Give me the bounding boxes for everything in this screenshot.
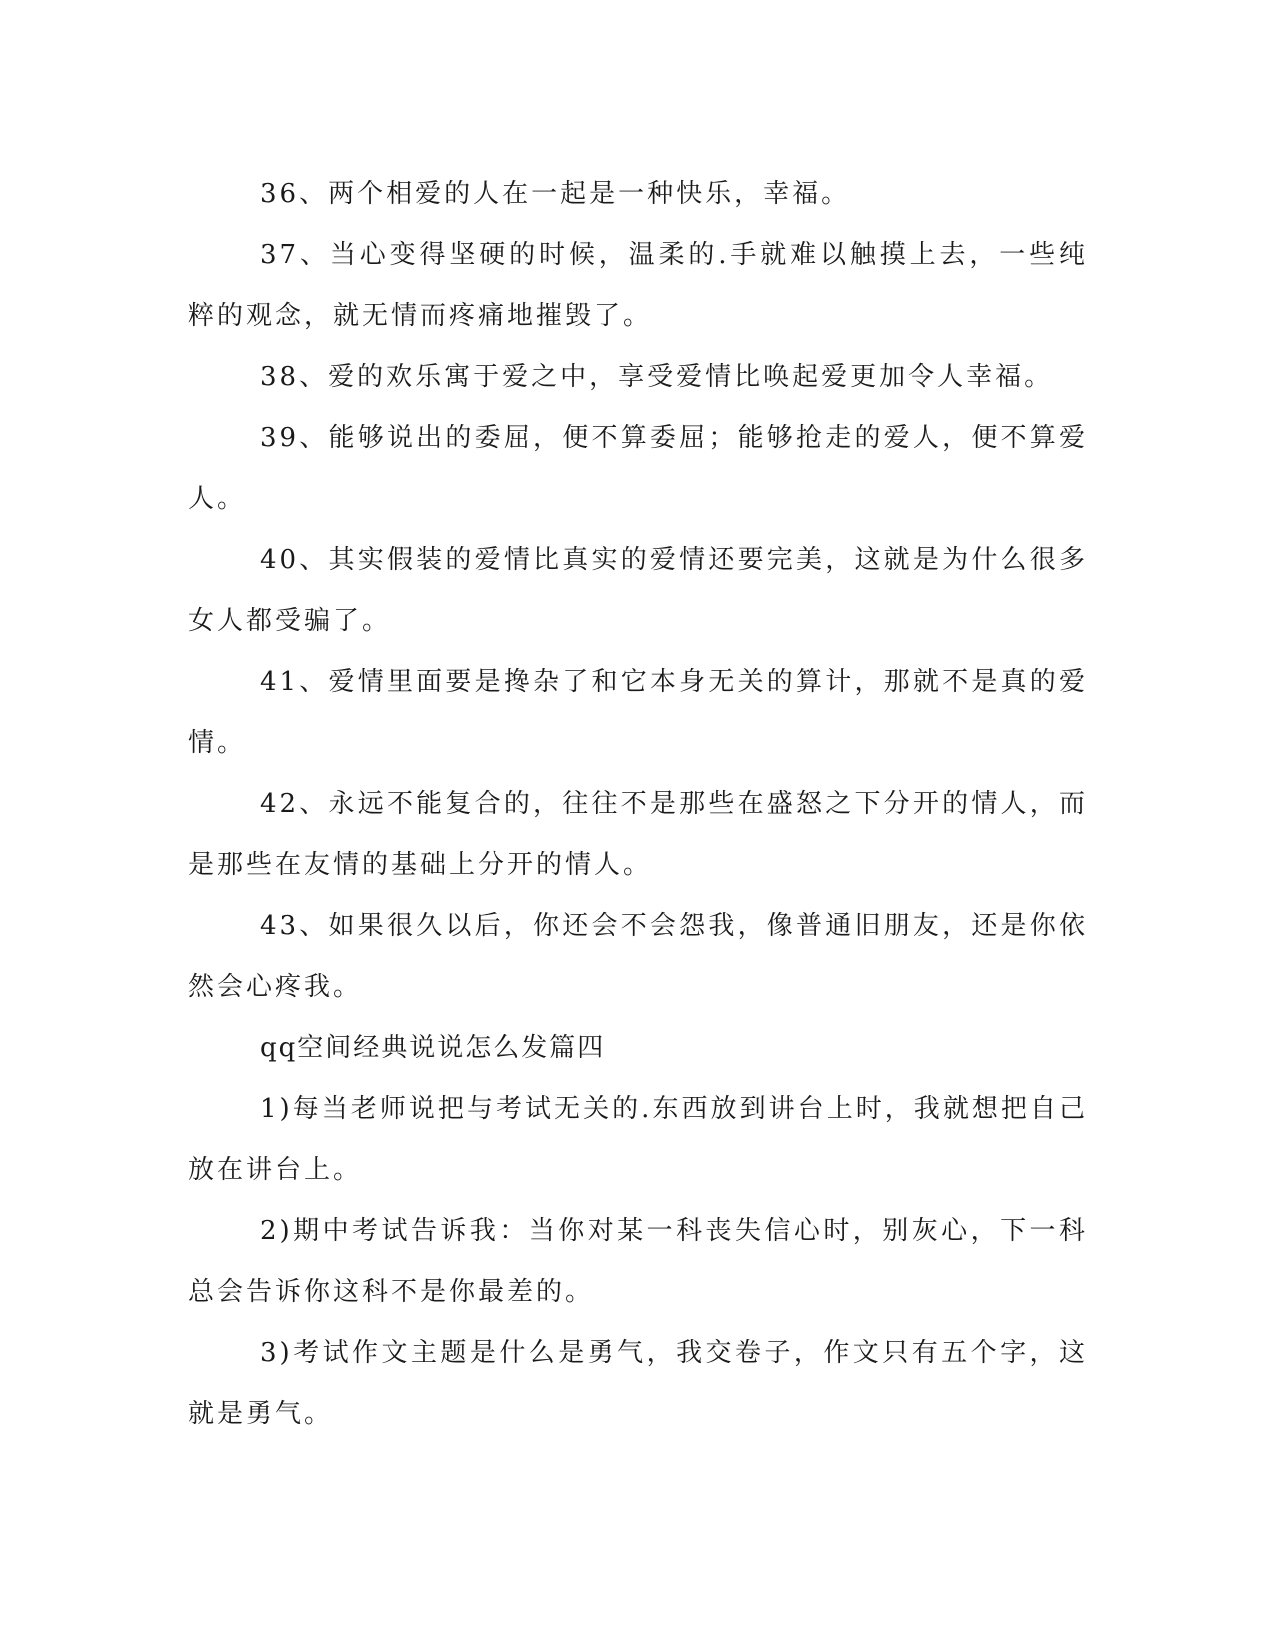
paragraph-41: 41、爱情里面要是搀杂了和它本身无关的算计，那就不是真的爱情。 — [188, 667, 1088, 758]
document-body — [188, 164, 1088, 1445]
paragraph-39: 39、能够说出的委屈，便不算委屈；能够抢走的爱人，便不算爱人。 — [188, 423, 1088, 514]
paragraph-43: 43、如果很久以后，你还会不会怨我，像普通旧朋友，还是你依然会心疼我。 — [188, 911, 1088, 1002]
paragraph-37: 37、当心变得坚硬的时候，温柔的.手就难以触摸上去，一些纯粹的观念，就无情而疼痛地摧毁了。 — [188, 240, 1088, 331]
paragraph-38: 38、爱的欢乐寓于爱之中，享受爱情比唤起爱更加令人幸福。 — [260, 362, 1054, 392]
paragraph-36: 36、两个相爱的人在一起是一种快乐，幸福。 — [260, 179, 851, 209]
list-item-3: 3)考试作文主题是什么是勇气，我交卷子，作文只有五个字，这就是勇气。 — [188, 1338, 1088, 1429]
paragraph-42: 42、永远不能复合的，往往不是那些在盛怒之下分开的情人，而是那些在友情的基础上分开的情人。 — [188, 789, 1088, 880]
paragraph-40: 40、其实假装的爱情比真实的爱情还要完美，这就是为什么很多女人都受骗了。 — [188, 545, 1088, 636]
section-heading: qq空间经典说说怎么发篇四 — [260, 1033, 606, 1063]
list-item-1: 1)每当老师说把与考试无关的.东西放到讲台上时，我就想把自己放在讲台上。 — [188, 1094, 1088, 1185]
list-item-2: 2)期中考试告诉我：当你对某一科丧失信心时，别灰心，下一科总会告诉你这科不是你最差的。 — [188, 1216, 1088, 1307]
